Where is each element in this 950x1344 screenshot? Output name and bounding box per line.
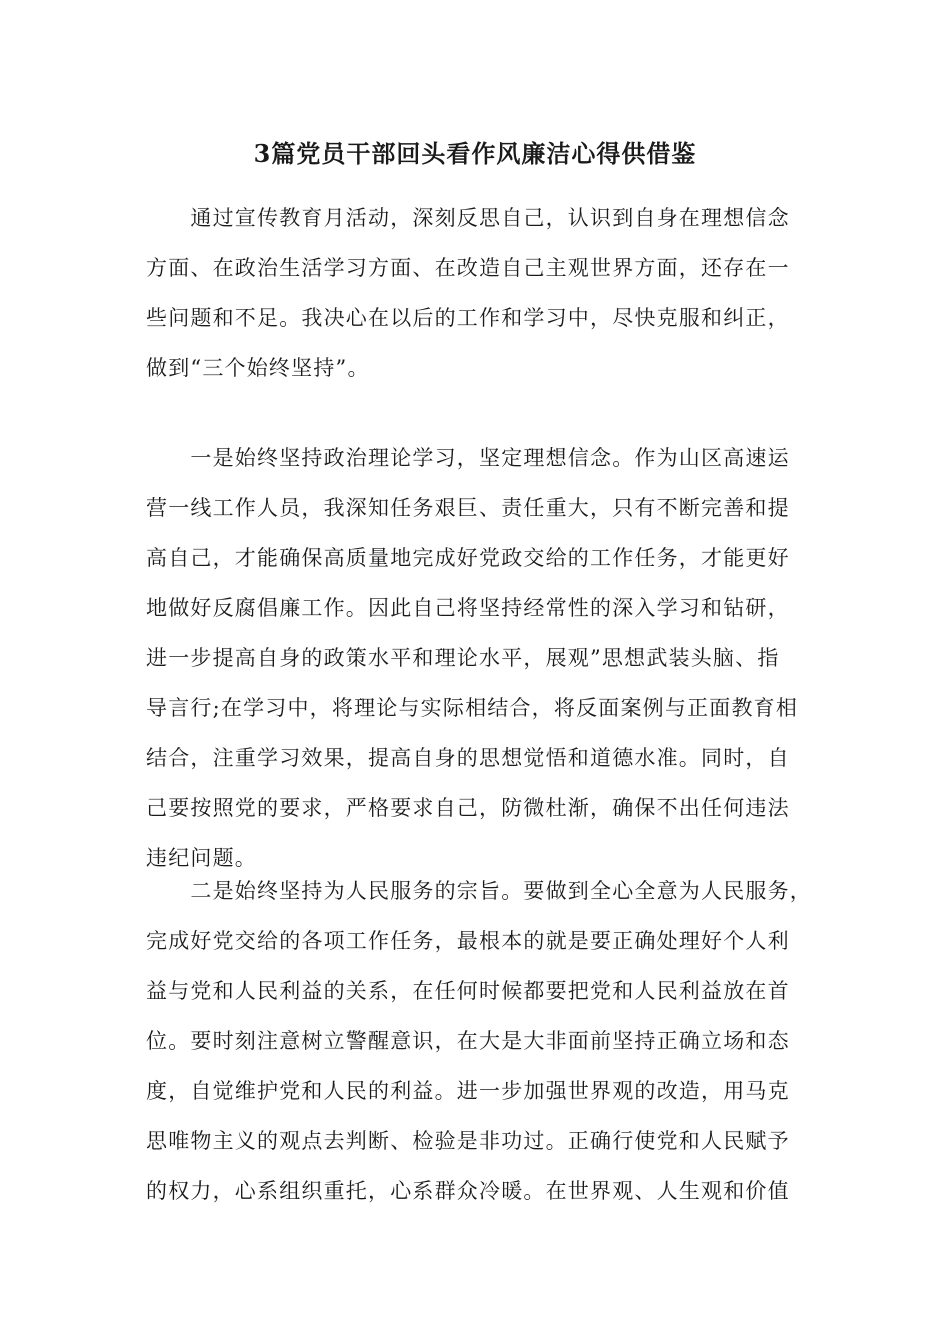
paragraph-point-two: [146, 866, 816, 1216]
paragraph-line: 度，自觉维护党和人民的利益。进一步加强世界观的改造，用马克: [146, 1079, 790, 1103]
paragraph-intro: [146, 193, 816, 393]
paragraph-line: 完成好党交给的各项工作任务，最根本的就是要正确处理好个人利: [146, 929, 790, 953]
paragraph-line: 地做好反腐倡廉工作。因此自己将坚持经常性的深入学习和钻研，: [146, 596, 790, 620]
paragraph-line: 导言行;在学习中，将理论与实际相结合，将反面案例与正面教育相: [146, 696, 799, 720]
document-title: 3篇党员干部回头看作风廉洁心得供借鉴: [253, 139, 697, 168]
paragraph-line: 的权力，心系组织重托，心系群众冷暖。在世界观、人生观和价值: [146, 1179, 790, 1203]
paragraph-line: 一是始终坚持政治理论学习，坚定理想信念。作为山区高速运: [146, 446, 790, 470]
paragraph-line: 违纪问题。: [146, 846, 257, 870]
paragraph-line: 做到“三个始终坚持”。: [146, 356, 370, 380]
paragraph-line: 方面、在政治生活学习方面、在改造自己主观世界方面，还存在一: [146, 256, 790, 280]
paragraph-line: 些问题和不足。我决心在以后的工作和学习中，尽快克服和纠正，: [146, 306, 790, 330]
paragraph-line: 益与党和人民利益的关系，在任何时候都要把党和人民利益放在首: [146, 979, 790, 1003]
paragraph-point-one: [146, 433, 816, 883]
paragraph-line: 思唯物主义的观点去判断、检验是非功过。正确行使党和人民赋予: [146, 1129, 790, 1153]
paragraph-line: 位。要时刻注意树立警醒意识，在大是大非面前坚持正确立场和态: [146, 1029, 790, 1053]
paragraph-line: 己要按照党的要求，严格要求自己，防微杜渐，确保不出任何违法: [146, 796, 790, 820]
paragraph-line: 结合，注重学习效果，提高自身的思想觉悟和道德水准。同时，自: [146, 746, 790, 770]
paragraph-line: 营一线工作人员，我深知任务艰巨、责任重大，只有不断完善和提: [146, 496, 790, 520]
paragraph-line: 通过宣传教育月活动，深刻反思自己，认识到自身在理想信念: [146, 206, 790, 230]
paragraph-line: 高自己，才能确保高质量地完成好党政交给的工作任务，才能更好: [146, 546, 790, 570]
paragraph-line: 进一步提高自身的政策水平和理论水平，展观”思想武装头脑、指: [146, 646, 780, 670]
paragraph-line: 二是始终坚持为人民服务的宗旨。要做到全心全意为人民服务，: [146, 879, 812, 903]
